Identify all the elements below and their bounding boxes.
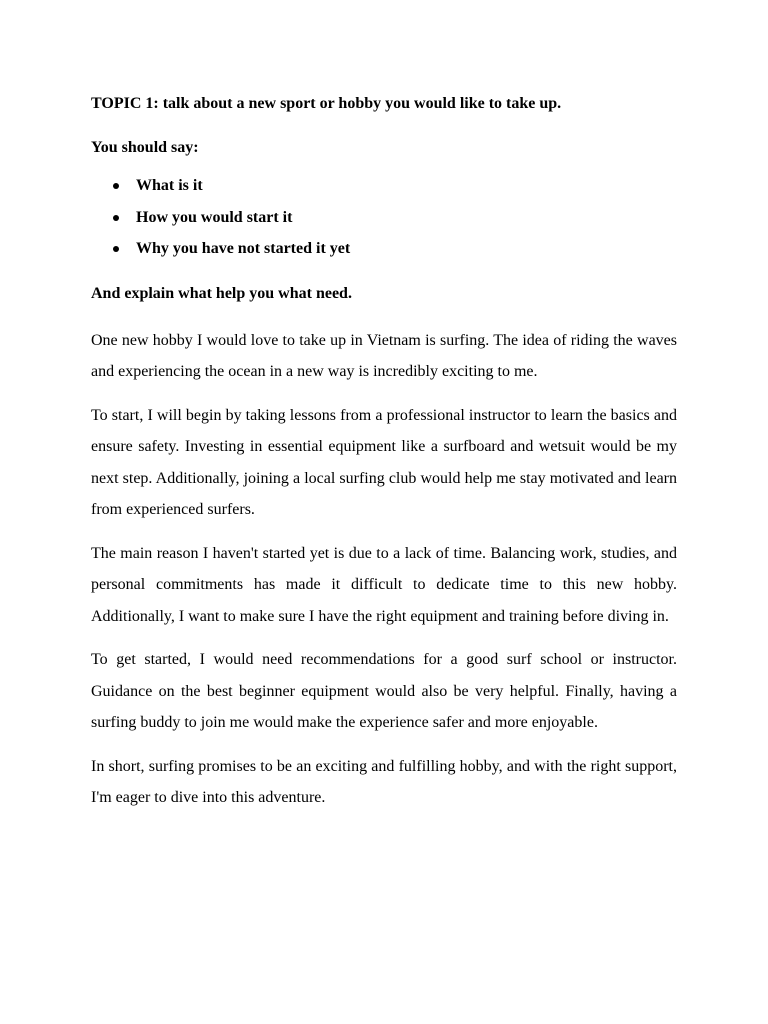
prompt-bullet-text: Why you have not started it yet — [136, 240, 351, 257]
prompt-bullet-text: How you would start it — [136, 208, 293, 226]
answer-paragraph: In short, surfing promises to be an exciting and fulfilling hobby, and with the right support, I'm eager to dive into this adventure. — [91, 757, 677, 806]
prompt-bullet-item — [91, 206, 677, 238]
prompt-bullet-text: What is it — [136, 177, 203, 194]
bullet-icon — [113, 183, 119, 189]
answer-paragraph: To get started, I would need recommendations for a good surf school or instructor. Guidance on the best beginner equipment would also be very helpful. Finally, having a surfing buddy to join me would make the experience safer and more enjoyable. — [91, 651, 677, 731]
prompt-bullet-item — [91, 237, 677, 269]
bullet-icon — [113, 246, 119, 252]
answer-paragraph: One new hobby I would love to take up in Vietnam is surfing. The idea of riding the waves and experiencing the ocean in a new way is incredibly exciting to me. — [91, 331, 677, 380]
topic-heading: TOPIC 1: talk about a new sport or hobby you would like to take up. — [91, 95, 562, 112]
prompt-label: You should say: — [91, 139, 199, 156]
answer-paragraph: The main reason I haven't started yet is due to a lack of time. Balancing work, studies, and personal commitments has made it difficult to dedicate time to this new hobby. Additionally, I want to make sure I have the right equipment and training before diving in. — [91, 544, 677, 625]
prompt-bullet-item — [91, 174, 677, 206]
prompt-bullet-list — [91, 174, 677, 269]
explain-prompt: And explain what help you what need. — [91, 284, 352, 302]
answer-paragraph: To start, I will begin by taking lessons from a professional instructor to learn the basics and ensure safety. Investing in essential equipment like a surfboard and wetsuit would be my next step. Additionally, joining a local surfing club would help me stay motivated and learn from experienced surfers. — [91, 406, 677, 518]
document-page — [91, 92, 677, 826]
bullet-icon — [113, 215, 119, 221]
